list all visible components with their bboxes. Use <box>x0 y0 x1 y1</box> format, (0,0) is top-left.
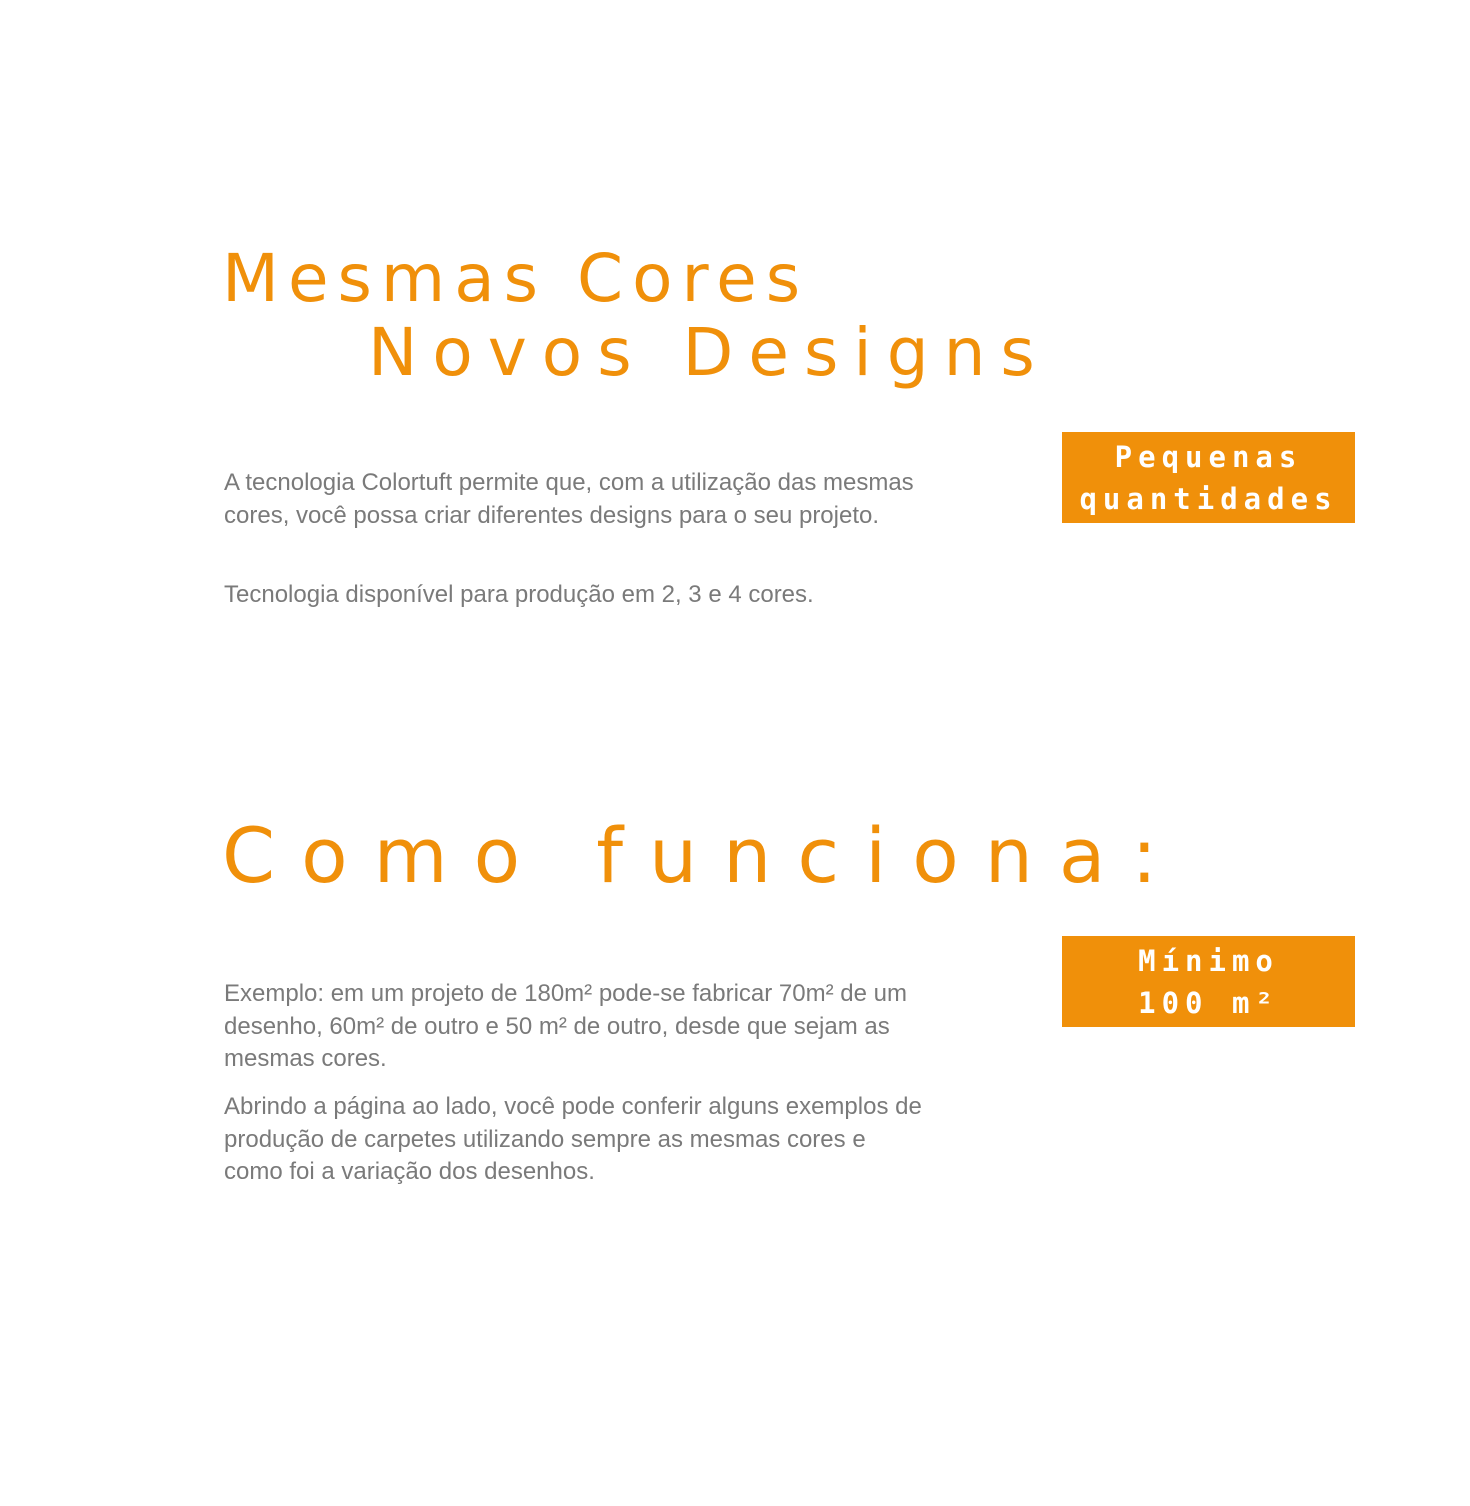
badge-line: 100 m² <box>1138 985 1279 1020</box>
small-quantities-badge <box>1062 432 1355 523</box>
minimum-area-badge <box>1062 936 1355 1027</box>
how-it-works-title: Como funciona: <box>222 811 1184 900</box>
badge-line: Mínimo <box>1138 943 1279 978</box>
example-paragraph: Exemplo: em um projeto de 180m² pode-se fabricar 70m² de um desenho, 60m² de outro e 50 m² de outro, desde que sejam as mesmas cores. <box>224 980 907 1072</box>
title-line-1: Mesmas Cores <box>222 240 810 317</box>
badge-line: quantidades <box>1079 481 1338 516</box>
intro-paragraph: A tecnologia Colortuft permite que, com a utilização das mesmas cores, você possa criar diferentes designs para o seu projeto. <box>224 469 914 529</box>
next-page-paragraph: Abrindo a página ao lado, você pode conferir alguns exemplos de produção de carpetes utilizando sempre as mesmas cores e como foi a variação dos desenhos. <box>224 1093 922 1185</box>
colors-availability-paragraph: Tecnologia disponível para produção em 2, 3 e 4 cores. <box>224 581 814 608</box>
title-line-2: Novos Designs <box>368 314 1050 391</box>
badge-line: Pequenas <box>1114 439 1303 474</box>
